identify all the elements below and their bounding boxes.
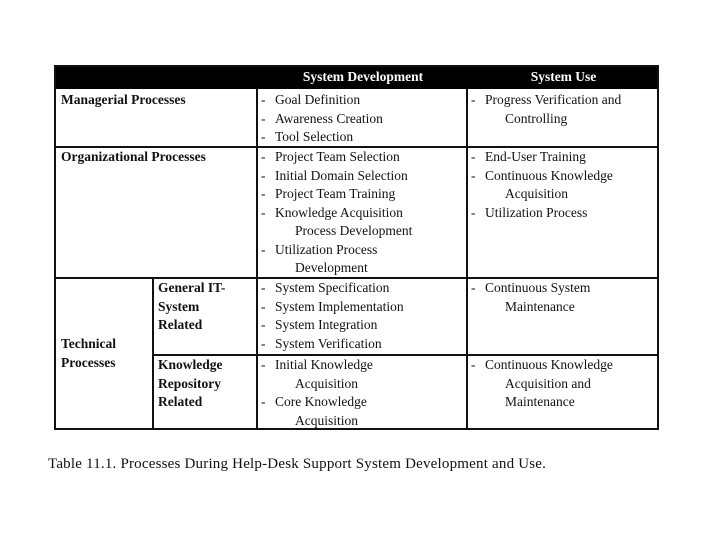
list-item: - Initial Domain Selection — [258, 167, 412, 186]
list-item: - System Integration — [258, 316, 404, 335]
header-system-use: System Use — [530, 69, 597, 84]
list-item: - System Specification — [258, 279, 404, 298]
knowledge-repository-dev-list — [258, 356, 373, 430]
list-item: - Project Team Training — [258, 185, 412, 204]
general-it-use-list — [468, 279, 590, 316]
header-system-development: System Development — [302, 69, 424, 84]
list-item: - Project Team Selection — [258, 148, 412, 167]
knowledge-repository-use-list — [468, 356, 613, 412]
list-item: - Tool Selection — [258, 128, 383, 147]
table-caption: Table 11.1. Processes During Help-Desk Support System Development and Use. — [48, 456, 547, 472]
list-item: - Core Knowledge Acquisition — [258, 393, 373, 430]
list-item: - Utilization Process Development — [258, 241, 412, 278]
list-item: - Continuous System Maintenance — [468, 279, 590, 316]
row-label-managerial: Managerial Processes — [61, 92, 186, 107]
list-item: - End-User Training — [468, 148, 613, 167]
managerial-dev-list — [258, 91, 383, 147]
general-it-dev-list — [258, 279, 404, 353]
subrow-label-knowledge-repository: Knowledge Repository Related — [158, 357, 223, 409]
subrow-label-general-it: General IT- System Related — [158, 280, 226, 332]
list-item: - System Implementation — [258, 298, 404, 317]
list-item: - Awareness Creation — [258, 110, 383, 129]
organizational-dev-list — [258, 148, 412, 278]
list-item: - Knowledge Acquisition Process Development — [258, 204, 412, 241]
list-item: - Utilization Process — [468, 204, 613, 223]
list-item: - Continuous Knowledge Acquisition — [468, 167, 613, 204]
list-item: - Initial Knowledge Acquisition — [258, 356, 373, 393]
table-header — [56, 67, 657, 89]
list-item: - Continuous Knowledge Acquisition and Maintenance — [468, 356, 613, 412]
managerial-use-list — [468, 91, 621, 128]
process-table — [54, 65, 659, 430]
list-item: - System Verification — [258, 335, 404, 354]
row-label-organizational: Organizational Processes — [61, 149, 206, 164]
column-divider — [152, 277, 154, 428]
list-item: - Goal Definition — [258, 91, 383, 110]
row-label-technical: Technical Processes — [61, 336, 117, 370]
organizational-use-list — [468, 148, 613, 222]
list-item: - Progress Verification and Controlling — [468, 91, 621, 128]
